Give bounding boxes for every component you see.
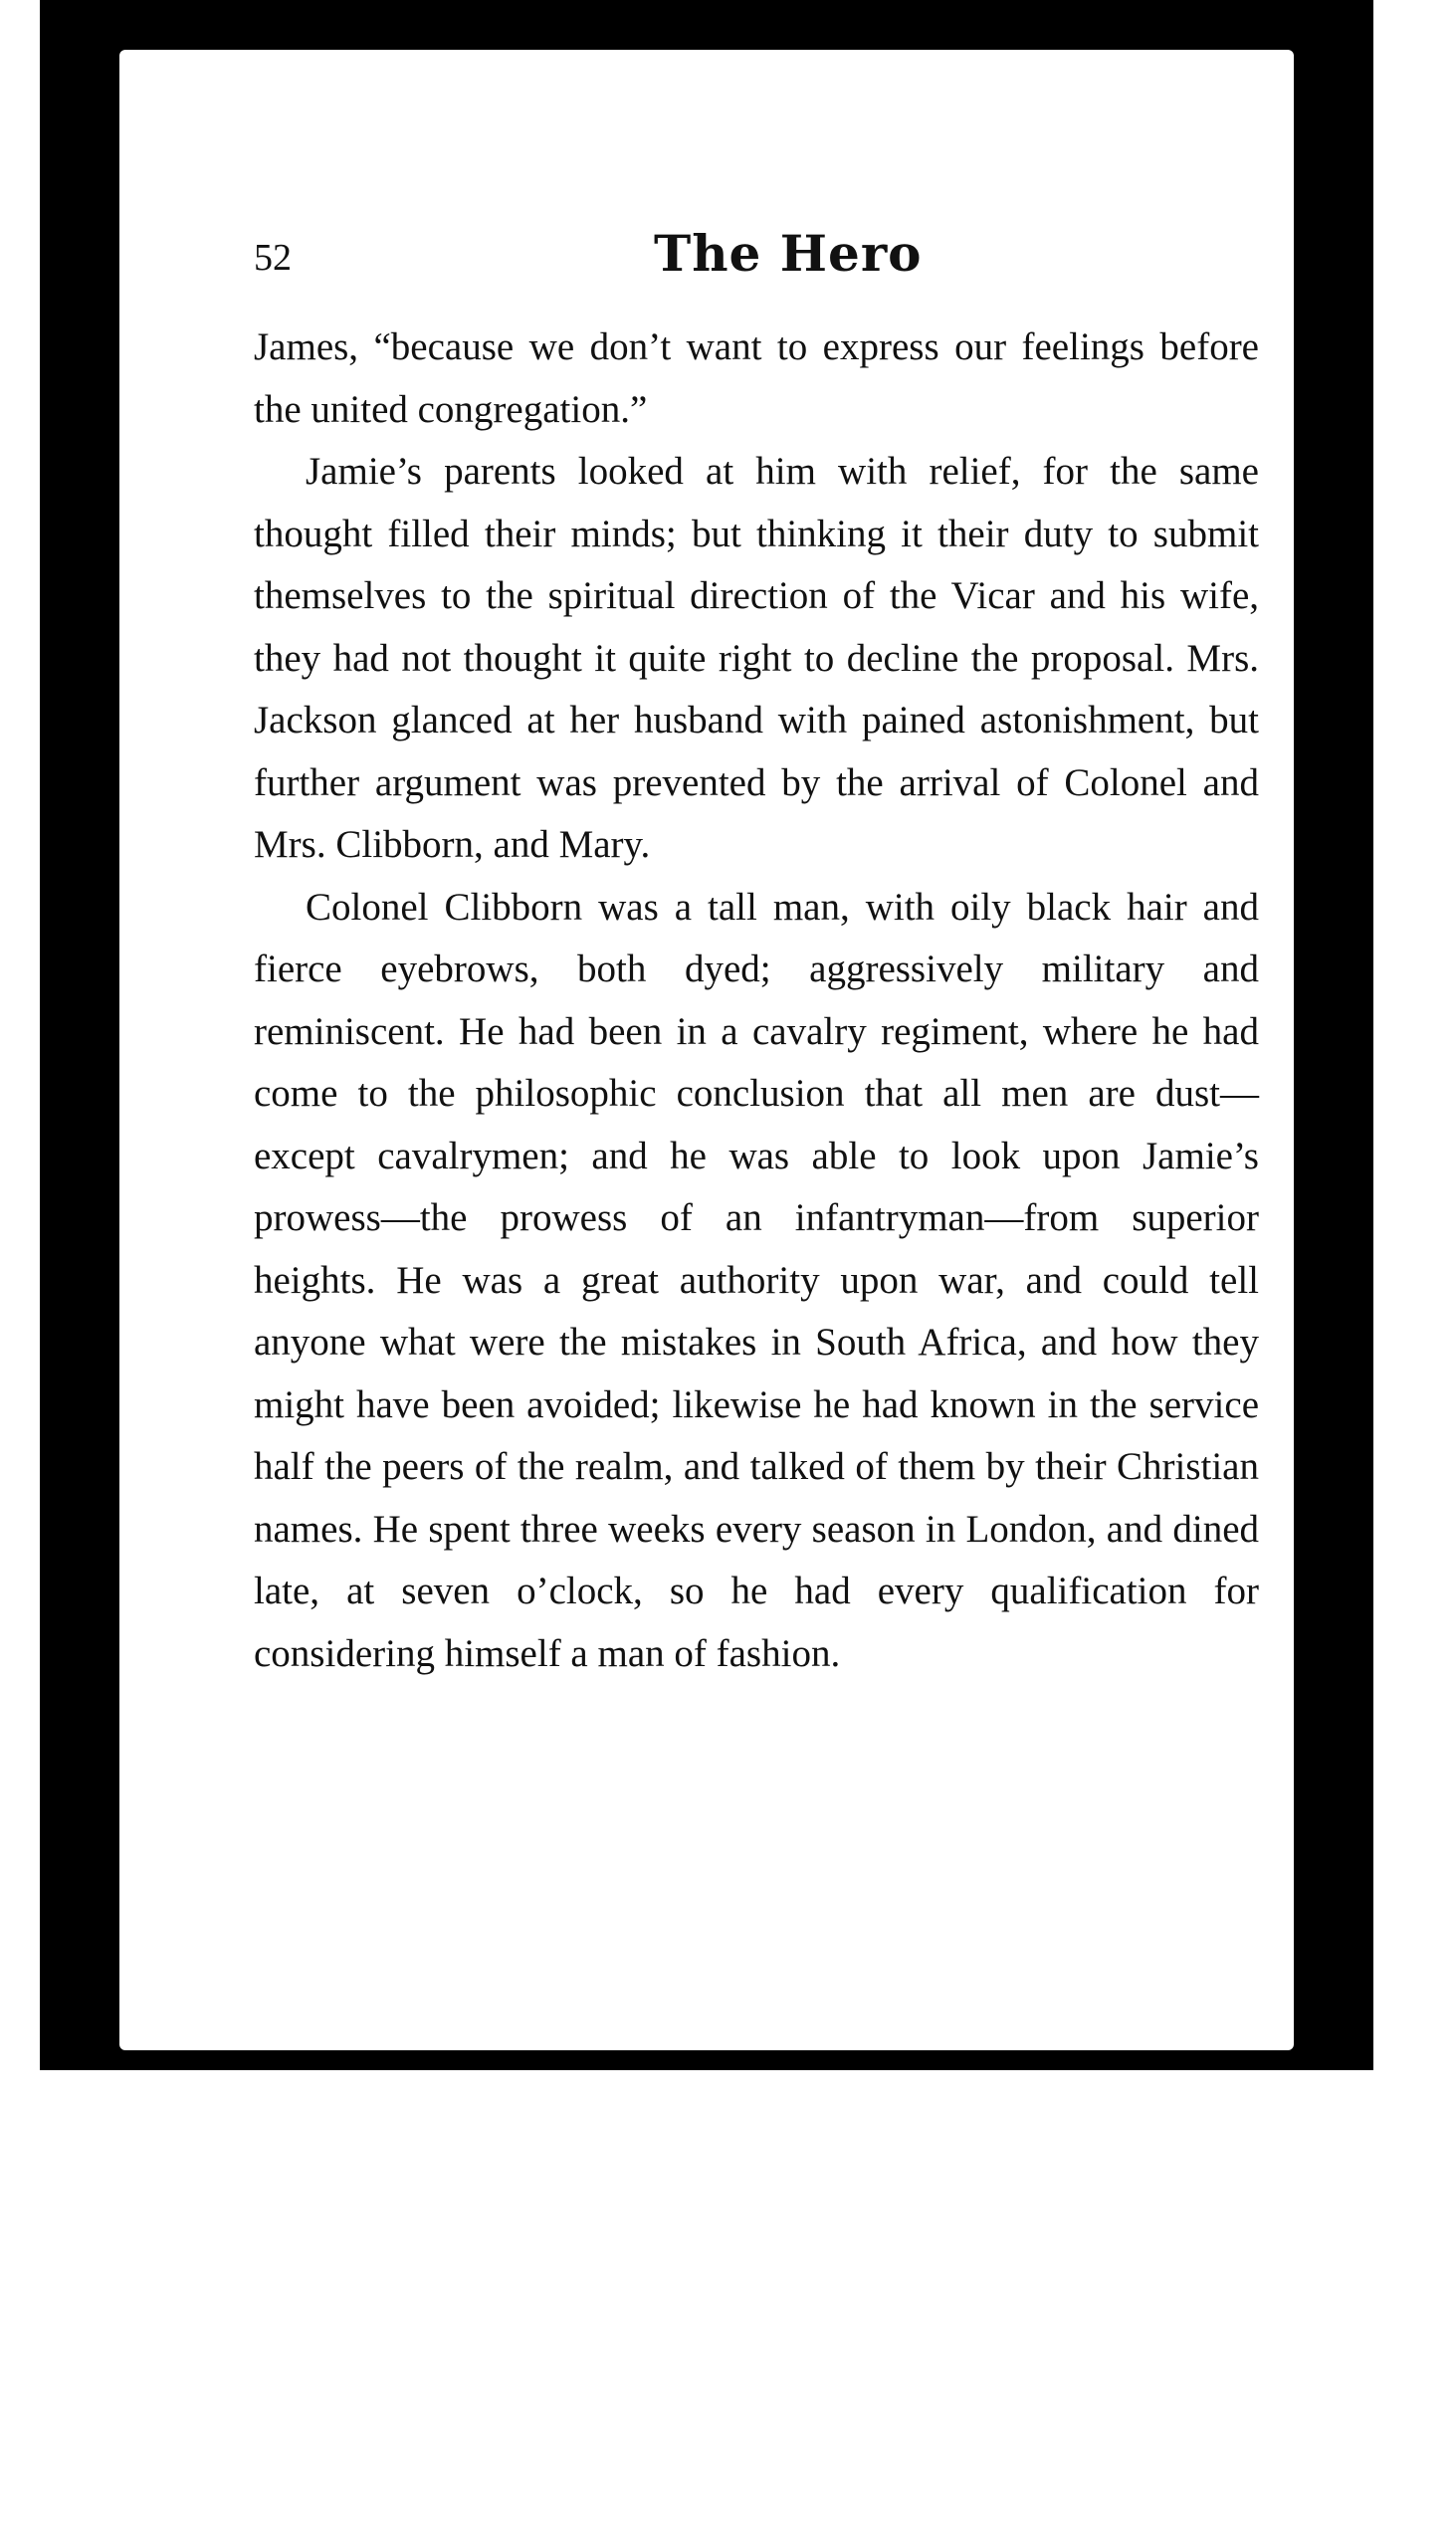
page-header [254,224,1259,284]
page-number: 52 [254,237,292,279]
running-title: The Hero [654,224,923,283]
scan-border-right [1284,0,1373,2070]
paragraph: Jamie’s parents looked at him with relief, for the same thought filled their minds; but thinking it their duty to submit themselves to the spiritual direction of the Vicar and his wife, they had not thought it quite right to decline the proposal. Mrs. Jackson glanced at her husband with pained astonishment, but further argument was prevented by the arrival of Colonel and Mrs. Clibborn, and Mary. [254,450,1259,866]
paragraph: Colonel Clibborn was a tall man, with oily black hair and fierce eyebrows, both dyed; aggressively military and reminiscent. He had been in a cavalry regiment, where he had come to the philosophic conclusion that all men are dust—except cavalrymen; and he was able to look upon Jamie’s prowess—the prowess of an infantryman—from superior heights. He was a great authority upon war, and could tell anyone what were the mistakes in South Africa, and how they might have been avoided; likewise he had known in the service half the peers of the realm, and talked of them by their Christian names. He spent three weeks every season in London, and dined late, at seven o’clock, so he had every qualification for considering himself a man of fashion. [254,885,1259,1675]
paragraph: James, “because we don’t want to express our feelings before the united congregation.” [254,325,1259,431]
body-text [254,316,1259,1685]
